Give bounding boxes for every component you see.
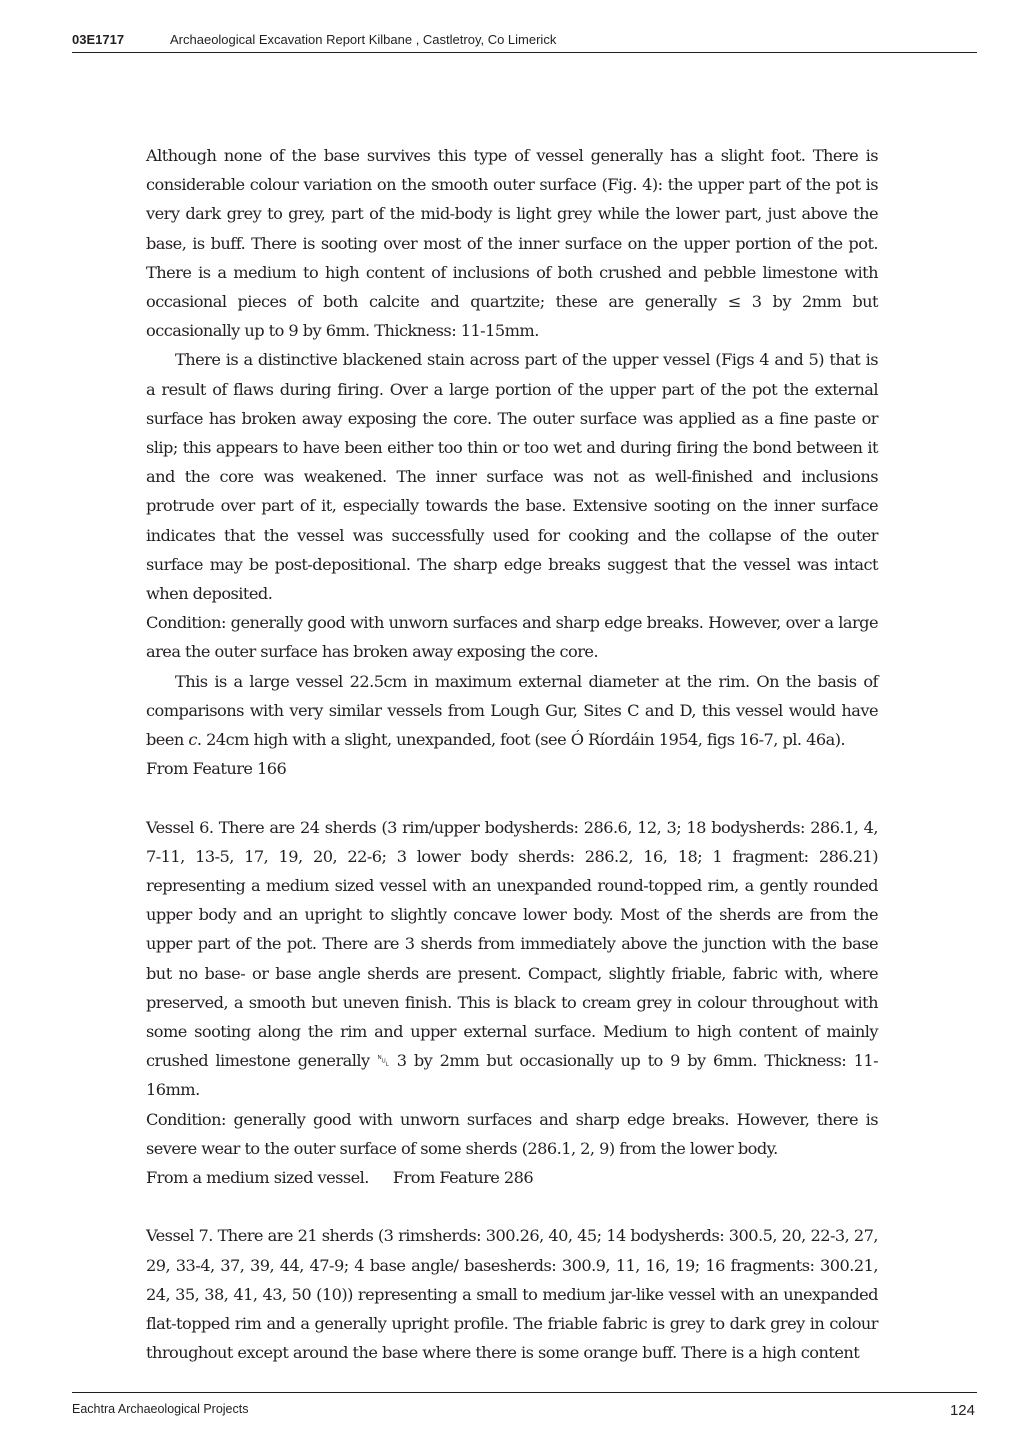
- vessel6-size-note: From a medium sized vessel.: [146, 1168, 369, 1188]
- page-footer: [72, 1392, 977, 1419]
- organisation-name: Eachtra Archaeological Projects: [72, 1402, 249, 1416]
- report-title: Archaeological Excavation Report Kilbane , Castletroy, Co Limerick: [170, 32, 557, 47]
- paragraph-vessel5-condition: Condition: generally good with unworn surfaces and sharp edge breaks. However, over a large area the outer surface has broken away exposing the core.: [146, 613, 878, 662]
- paragraph-firing-flaws: There is a distinctive blackened stain across part of the upper vessel (Figs 4 and 5) that is a result of flaws during firing. Over a large portion of the upper part of the pot the external surface has broken away exposing the core. The outer surface was applied as a fine paste or slip; this appears to have been either too thin or too wet and during firing the bond between it and the core was weakened. The inner surface was not as well-finished and inclusions protrude over part of it, especially towards the base. Extensive sooting on the inner surface indicates that the vessel was successfully used for cooking and the collapse of the outer surface may be post-depositional. The sharp edge breaks suggest that the vessel was intact when deposited.: [146, 350, 878, 604]
- paragraph-vessel7-description: Vessel 7. There are 21 sherds (3 rimsherds: 300.26, 40, 45; 14 bodysherds: 300.5, 20, 22-3, 27, 29, 33-4, 37, 39, 44, 47-9; 4 base angle/ basesherds: 300.9, 11, 16, 19; 16 fragments: 300.21, 24, 35, 38, 41, 43, 50 (10)) representing a small to medium jar-like vessel with an unexpanded flat-topped rim and a generally upright profile. The friable fabric is grey to dark grey in colour throughout except around the base where there is some orange buff. There is a high content: [146, 1226, 878, 1363]
- paragraph-vessel6-feature: [146, 1163, 878, 1192]
- page-header: [72, 31, 977, 53]
- paragraph-vessel6-description: Vessel 6. There are 24 sherds (3 rim/upper bodysherds: 286.6, 12, 3; 18 bodysherds: 286.1, 4, 7-11, 13-5, 17, 19, 20, 22-6; 3 lower body sherds: 286.2, 16, 18; 1 fragment: 286.21) representing a medium sized vessel with an unexpanded round-topped rim, a gently rounded upper body and an upright to slightly concave lower body. Most of the sherds are from the upper part of the pot. There are 3 sherds from immediately above the junction with the base but no base- or base angle sherds are present. Compact, slightly friable, fabric with, where preserved, a smooth but uneven finish. This is black to cream grey in colour throughout with some sooting along the rim and upper external surface. Medium to high content of mainly crushed limestone generally ␀ 3 by 2mm but occasionally up to 9 by 6mm. Thickness: 11-16mm.: [146, 817, 878, 1100]
- paragraph-vessel5-description: Although none of the base survives this type of vessel generally has a slight foot. There is considerable colour variation on the smooth outer surface (Fig. 4): the upper part of the pot is very dark grey to grey, part of the mid-body is light grey while the lower part, just above the base, is buff. There is sooting over most of the inner surface on the upper portion of the pot. There is a medium to high content of inclusions of both crushed and pebble limestone with occasional pieces of both calcite and quartzite; these are generally ≤ 3 by 2mm but occasionally up to 9 by 6mm. Thickness: 11-15mm.: [146, 146, 878, 341]
- report-code: 03E1717: [72, 32, 125, 47]
- paragraph-vessel6-condition: Condition: generally good with unworn surfaces and sharp edge breaks. However, there is severe wear to the outer surface of some sherds (286.1, 2, 9) from the lower body.: [146, 1109, 878, 1158]
- dimensions-text-end: . 24cm high with a slight, unexpanded, foot (see Ó Ríordáin 1954, figs 16-7, pl. 46a).: [196, 730, 846, 750]
- vessel6-feature-note: From Feature 286: [392, 1168, 534, 1188]
- paragraph-vessel5-feature: From Feature 166: [146, 759, 287, 779]
- circa-abbreviation: c: [188, 730, 197, 750]
- body-text: [146, 141, 878, 1368]
- paragraph-vessel5-dimensions: [146, 667, 878, 755]
- page-number: 124: [949, 1402, 975, 1419]
- dimensions-text-start: This is a large vessel 22.5cm in maximum external diameter at the rim. On the basis of comparisons with very similar vessels from Lough Gur, Sites C and D, this vessel would have been: [146, 671, 878, 750]
